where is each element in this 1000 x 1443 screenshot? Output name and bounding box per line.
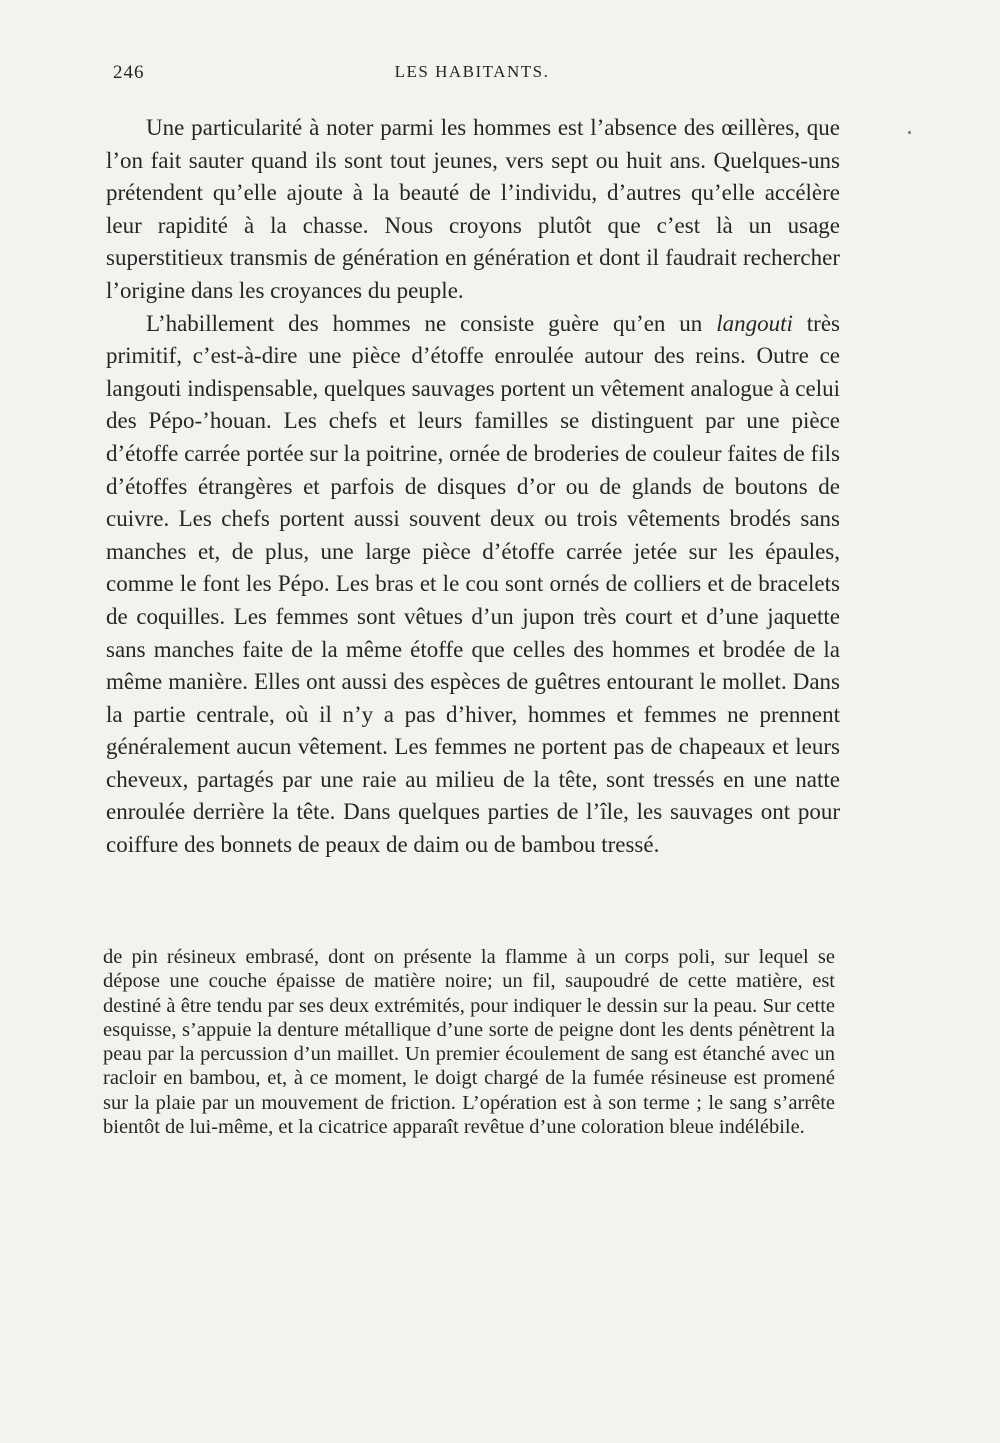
page-number: 246 [113,62,145,83]
paragraph-text: très primitif, c’est-à-dire une pièce d’étoffe enroulée autour des reins. Outre ce langouti indispensable, quelques sauvages portent un vêtement analogue à celui des Pépo-’houan. Les chefs et leurs familles se distinguent par une pièce d’étoffe carrée portée sur la poitrine, ornée de broderies de couleur faites de fils d’étoffes étrangères et parfois de disques d’or ou de glands de boutons de cuivre. Les chefs portent aussi souvent deux ou trois vêtements brodés sans manches et, de plus, une large pièce d’étoffe carrée jetée sur les épaules, comme le font les Pépo. Les bras et le cou sont ornés de colliers et de bracelets de coquilles. Les femmes sont vêtues d’un jupon très court et d’une jaquette sans manches faite de la même étoffe que celles des hommes et brodée de la même manière. Elles ont aussi des espèces de guêtres entourant le mollet. Dans la partie centrale, où il n’y a pas d’hiver, hommes et femmes ne prennent généralement aucun vêtement. Les femmes ne portent pas de chapeaux et leurs cheveux, partagés par une raie au milieu de la tête, sont tressés en une natte enroulée derrière la tête. Dans quelques parties de l’île, les sauvages ont pour coiffure des bonnets de peaux de daim ou de bambou tressé. [106,310,840,858]
running-title: LES HABITANTS. [394,62,550,81]
paragraph: Une particularité à noter parmi les hommes est l’absence des œillères, que l’on fait sauter quand ils sont tout jeunes, vers sept ou huit ans. Quelques-uns prétendent qu’elle ajoute à la beauté de l’individu, d’autres qu’elle accélère leur rapidité à la chasse. Nous croyons plutôt que c’est là un usage superstitieux transmis de génération en génération et dont il faudrait rechercher l’origine dans les croyances du peuple. [106,115,840,303]
italic-term: langouti [716,310,793,336]
paragraph-text: L’habillement des hommes ne consiste guère qu’en un [146,310,717,336]
paper-speck [908,131,911,134]
footnote-text: de pin résineux embrasé, dont on présente la flamme à un corps poli, sur lequel se dépose une couche épaisse de matière noire; un fil, saupoudré de cette matière, est destiné à être tendu par ses deux extrémités, pour indiquer le dessin sur la peau. Sur cette esquisse, s’appuie la denture métallique d’une sorte de peigne dont les dents pénètrent la peau par la percussion d’un maillet. Un premier écoulement de sang est étanché avec un racloir en bambou, et, à ce moment, le doigt chargé de la fumée résineuse est promené sur la plaie par un mouvement de friction. L’opération est à son terme ; le sang s’arrête bientôt de lui-même, et la cicatrice apparaît revêtue d’une coloration bleue indélébile. [103,946,835,1139]
footnote-block [103,945,835,1139]
paragraph [106,308,840,862]
main-text-block [106,112,840,862]
